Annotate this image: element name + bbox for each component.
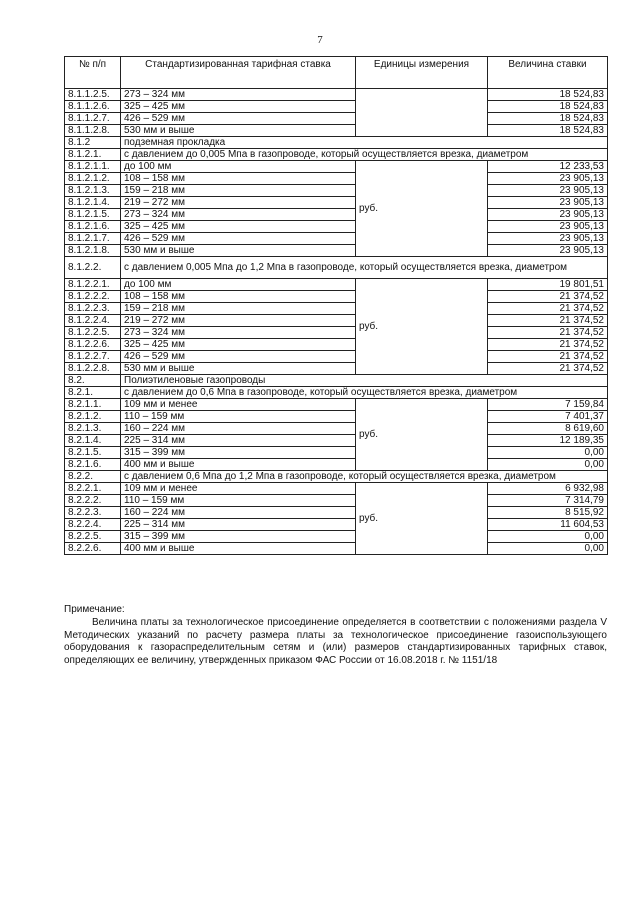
row-name: Полиэтиленовые газопроводы [121, 375, 608, 387]
table-row [65, 375, 608, 387]
table-row [65, 291, 608, 303]
table-header-row [65, 57, 608, 89]
table-row [65, 327, 608, 339]
table-row [65, 531, 608, 543]
row-value: 8 619,60 [488, 423, 608, 435]
table-row [65, 125, 608, 137]
table-row [65, 543, 608, 555]
row-value: 12 189,35 [488, 435, 608, 447]
row-value: 18 524,83 [488, 113, 608, 125]
row-number: 8.2.2. [65, 471, 121, 483]
row-name: с давлением до 0,6 Мпа в газопроводе, который осуществляется врезка, диаметром [121, 387, 608, 399]
table-row [65, 315, 608, 327]
row-name: 108 – 158 мм [121, 291, 356, 303]
unit-cell: руб. [356, 279, 488, 375]
tariff-rates-table [64, 56, 608, 555]
row-number: 8.1.2.1. [65, 149, 121, 161]
row-name: 530 мм и выше [121, 245, 356, 257]
table-row [65, 209, 608, 221]
row-number: 8.2. [65, 375, 121, 387]
row-value: 0,00 [488, 543, 608, 555]
table-row [65, 101, 608, 113]
row-value: 18 524,83 [488, 89, 608, 101]
row-number: 8.1.1.2.5. [65, 89, 121, 101]
row-number: 8.1.2.1.7. [65, 233, 121, 245]
row-number: 8.2.1.6. [65, 459, 121, 471]
row-name: с давлением 0,6 Мпа до 1,2 Мпа в газопроводе, который осуществляется врезка, диаметром [121, 471, 608, 483]
row-value: 21 374,52 [488, 351, 608, 363]
row-value: 0,00 [488, 447, 608, 459]
table-row [65, 149, 608, 161]
row-number: 8.1.2.1.1. [65, 161, 121, 173]
row-value: 21 374,52 [488, 291, 608, 303]
unit-cell: руб. [356, 161, 488, 257]
row-number: 8.1.2 [65, 137, 121, 149]
row-value: 8 515,92 [488, 507, 608, 519]
row-number: 8.1.2.2.6. [65, 339, 121, 351]
table-row [65, 137, 608, 149]
row-value: 7 314,79 [488, 495, 608, 507]
table-row [65, 447, 608, 459]
row-number: 8.2.2.3. [65, 507, 121, 519]
row-value: 7 401,37 [488, 411, 608, 423]
row-name: 315 – 399 мм [121, 447, 356, 459]
row-name: 110 – 159 мм [121, 495, 356, 507]
table-row [65, 113, 608, 125]
row-name: 109 мм и менее [121, 483, 356, 495]
row-value: 21 374,52 [488, 363, 608, 375]
row-name: 426 – 529 мм [121, 233, 356, 245]
row-name: 273 – 324 мм [121, 327, 356, 339]
row-name: 109 мм и менее [121, 399, 356, 411]
row-number: 8.1.2.1.8. [65, 245, 121, 257]
row-name: 400 мм и выше [121, 543, 356, 555]
header-num: № п/п [65, 57, 121, 89]
row-name: с давлением до 0,005 Мпа в газопроводе, который осуществляется врезка, диаметром [121, 149, 608, 161]
row-name: 108 – 158 мм [121, 173, 356, 185]
row-name: 325 – 425 мм [121, 339, 356, 351]
row-number: 8.2.1.5. [65, 447, 121, 459]
table-row [65, 519, 608, 531]
table-row [65, 423, 608, 435]
row-name: с давлением 0,005 Мпа до 1,2 Мпа в газопроводе, который осуществляется врезка, диаметром [121, 257, 608, 279]
row-name: 273 – 324 мм [121, 89, 356, 101]
row-name: 530 мм и выше [121, 363, 356, 375]
row-value: 21 374,52 [488, 339, 608, 351]
row-value: 21 374,52 [488, 303, 608, 315]
unit-cell [356, 89, 488, 137]
table-row [65, 459, 608, 471]
row-number: 8.2.1.3. [65, 423, 121, 435]
table-row [65, 233, 608, 245]
row-value: 0,00 [488, 459, 608, 471]
row-name: 225 – 314 мм [121, 519, 356, 531]
row-number: 8.1.2.2.2. [65, 291, 121, 303]
row-number: 8.1.2.2.3. [65, 303, 121, 315]
row-name: 159 – 218 мм [121, 303, 356, 315]
row-value: 7 159,84 [488, 399, 608, 411]
table-row [65, 507, 608, 519]
table-row [65, 245, 608, 257]
row-value: 23 905,13 [488, 173, 608, 185]
row-value: 23 905,13 [488, 209, 608, 221]
row-number: 8.2.2.5. [65, 531, 121, 543]
table-row [65, 435, 608, 447]
row-number: 8.1.2.2.1. [65, 279, 121, 291]
row-value: 21 374,52 [488, 327, 608, 339]
row-value: 23 905,13 [488, 197, 608, 209]
row-name: до 100 мм [121, 161, 356, 173]
table-body [65, 89, 608, 555]
page-number: 7 [317, 34, 323, 46]
table-row [65, 411, 608, 423]
table-row [65, 303, 608, 315]
row-number: 8.1.2.2. [65, 257, 121, 279]
row-number: 8.1.2.1.2. [65, 173, 121, 185]
table-row [65, 495, 608, 507]
row-value: 21 374,52 [488, 315, 608, 327]
row-value: 12 233,53 [488, 161, 608, 173]
row-name: 273 – 324 мм [121, 209, 356, 221]
row-name: 160 – 224 мм [121, 507, 356, 519]
row-number: 8.1.2.2.7. [65, 351, 121, 363]
row-name: 110 – 159 мм [121, 411, 356, 423]
row-number: 8.1.2.1.3. [65, 185, 121, 197]
table-row [65, 257, 608, 279]
row-number: 8.1.2.1.4. [65, 197, 121, 209]
row-value: 18 524,83 [488, 125, 608, 137]
row-name: подземная прокладка [121, 137, 608, 149]
row-name: 219 – 272 мм [121, 315, 356, 327]
row-number: 8.2.1.1. [65, 399, 121, 411]
table-row [65, 173, 608, 185]
table-row [65, 89, 608, 101]
row-value: 23 905,13 [488, 185, 608, 197]
table-row [65, 351, 608, 363]
row-name: 400 мм и выше [121, 459, 356, 471]
row-number: 8.2.2.4. [65, 519, 121, 531]
row-number: 8.1.2.1.5. [65, 209, 121, 221]
row-number: 8.2.2.1. [65, 483, 121, 495]
row-number: 8.1.2.2.5. [65, 327, 121, 339]
row-name: 160 – 224 мм [121, 423, 356, 435]
row-number: 8.1.2.2.4. [65, 315, 121, 327]
row-name: 159 – 218 мм [121, 185, 356, 197]
row-value: 23 905,13 [488, 233, 608, 245]
row-number: 8.1.2.1.6. [65, 221, 121, 233]
row-name: 315 – 399 мм [121, 531, 356, 543]
row-name: 530 мм и выше [121, 125, 356, 137]
row-number: 8.2.1.2. [65, 411, 121, 423]
row-name: 325 – 425 мм [121, 101, 356, 113]
row-value: 23 905,13 [488, 221, 608, 233]
row-number: 8.2.1. [65, 387, 121, 399]
row-name: до 100 мм [121, 279, 356, 291]
table-row [65, 399, 608, 411]
table-row [65, 387, 608, 399]
row-value: 19 801,51 [488, 279, 608, 291]
row-number: 8.2.2.2. [65, 495, 121, 507]
note-text: Величина платы за технологическое присоединение определяется в соответствии с положениями раздела V Методических указаний по расчету размера платы за технологическое присоединение газоиспользующего оборудования к газораспределительным сетям и (или) размеров стандартизированных тарифных ставок, определяющих ее величину, утвержденных приказом ФАС России от 16.08.2018 г. № 1151/18 [64, 617, 607, 666]
row-name: 426 – 529 мм [121, 113, 356, 125]
table-row [65, 197, 608, 209]
unit-cell: руб. [356, 399, 488, 471]
table-row [65, 363, 608, 375]
row-number: 8.2.1.4. [65, 435, 121, 447]
row-number: 8.1.1.2.7. [65, 113, 121, 125]
table-row [65, 161, 608, 173]
table-row [65, 339, 608, 351]
row-value: 11 604,53 [488, 519, 608, 531]
header-name: Стандартизированная тарифная ставка [121, 57, 356, 89]
row-value: 23 905,13 [488, 245, 608, 257]
row-value: 6 932,98 [488, 483, 608, 495]
table-row [65, 483, 608, 495]
table-row [65, 185, 608, 197]
table-row [65, 471, 608, 483]
row-name: 325 – 425 мм [121, 221, 356, 233]
row-number: 8.1.1.2.6. [65, 101, 121, 113]
row-name: 219 – 272 мм [121, 197, 356, 209]
table-row [65, 221, 608, 233]
row-number: 8.1.1.2.8. [65, 125, 121, 137]
row-value: 18 524,83 [488, 101, 608, 113]
header-value: Величина ставки [488, 57, 608, 89]
table-row [65, 279, 608, 291]
unit-cell: руб. [356, 483, 488, 555]
row-name: 225 – 314 мм [121, 435, 356, 447]
row-number: 8.2.2.6. [65, 543, 121, 555]
row-name: 426 – 529 мм [121, 351, 356, 363]
row-number: 8.1.2.2.8. [65, 363, 121, 375]
row-value: 0,00 [488, 531, 608, 543]
note-title: Примечание: [64, 604, 125, 615]
header-unit: Единицы измерения [356, 57, 488, 89]
